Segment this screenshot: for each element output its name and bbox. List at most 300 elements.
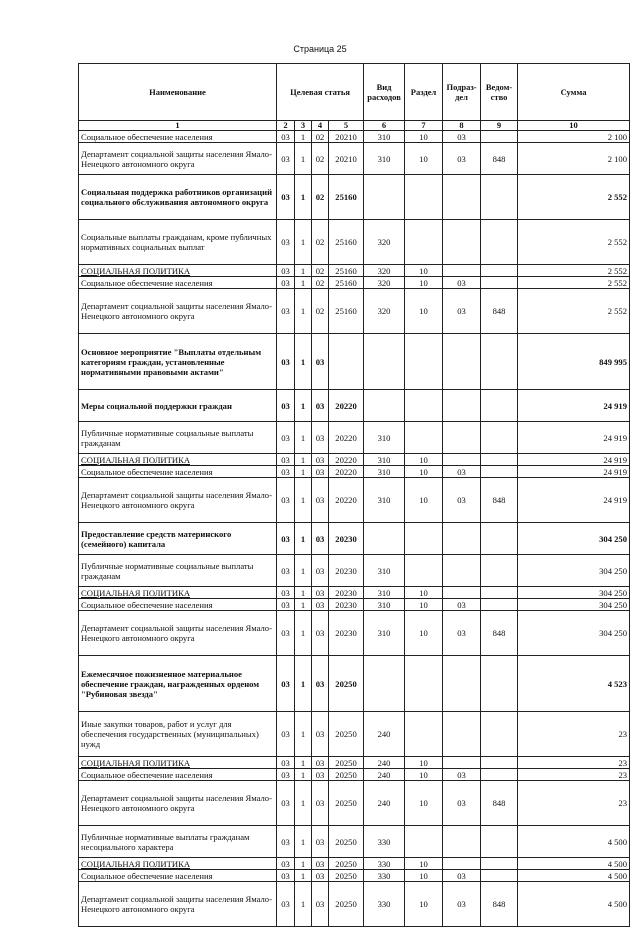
col-number: 1 (79, 121, 277, 131)
table-row (79, 826, 630, 858)
code-cell: 1 (295, 131, 312, 143)
row-name-cell: Департамент социальной защиты населения Ямало-Ненецкого автономного округа (79, 611, 277, 656)
podrazdel-cell (443, 334, 481, 390)
sum-cell: 2 552 (518, 265, 630, 277)
razdel-cell: 10 (405, 289, 443, 334)
vedomstvo-cell (481, 334, 518, 390)
razdel-cell: 10 (405, 587, 443, 599)
vedomstvo-cell: 848 (481, 143, 518, 175)
code-cell: 03 (312, 478, 329, 523)
table-row (79, 265, 630, 277)
code-cell: 1 (295, 882, 312, 927)
vedomstvo-cell: 848 (481, 781, 518, 826)
row-name-cell: Департамент социальной защиты населения Ямало-Ненецкого автономного округа (79, 289, 277, 334)
code-cell: 03 (312, 769, 329, 781)
sum-cell: 2 552 (518, 220, 630, 265)
row-name-cell: Социальные выплаты гражданам, кроме публичных нормативных социальных выплат (79, 220, 277, 265)
code-cell: 02 (312, 220, 329, 265)
code-cell: 03 (277, 143, 295, 175)
table-row (79, 131, 630, 143)
header-name: Наименование (79, 64, 277, 121)
sum-cell: 2 100 (518, 143, 630, 175)
sum-cell: 24 919 (518, 422, 630, 454)
vedomstvo-cell (481, 555, 518, 587)
vedomstvo-cell (481, 265, 518, 277)
code-cell: 03 (312, 523, 329, 555)
code-cell: 25160 (329, 175, 364, 220)
code-cell: 1 (295, 478, 312, 523)
podrazdel-cell (443, 587, 481, 599)
table-row (79, 757, 630, 769)
col-number: 2 (277, 121, 295, 131)
sum-cell: 4 500 (518, 826, 630, 858)
razdel-cell (405, 712, 443, 757)
vedomstvo-cell (481, 870, 518, 882)
code-cell: 03 (277, 599, 295, 611)
razdel-cell: 10 (405, 882, 443, 927)
code-cell: 20250 (329, 769, 364, 781)
code-cell: 03 (312, 334, 329, 390)
code-cell: 03 (312, 454, 329, 466)
code-cell: 1 (295, 422, 312, 454)
code-cell: 1 (295, 220, 312, 265)
code-cell: 1 (295, 656, 312, 712)
razdel-cell: 10 (405, 757, 443, 769)
razdel-cell (405, 390, 443, 422)
code-cell: 1 (295, 454, 312, 466)
vid-cell: 240 (364, 781, 405, 826)
page-number: Страница 25 (293, 44, 347, 54)
table-row (79, 858, 630, 870)
vid-cell (364, 334, 405, 390)
code-cell: 02 (312, 175, 329, 220)
table-row (79, 390, 630, 422)
row-name-cell: СОЦИАЛЬНАЯ ПОЛИТИКА (79, 757, 277, 769)
vid-cell: 240 (364, 757, 405, 769)
sum-cell: 2 552 (518, 289, 630, 334)
code-cell: 03 (277, 656, 295, 712)
vid-cell: 320 (364, 265, 405, 277)
razdel-cell (405, 175, 443, 220)
row-name-cell: Публичные нормативные социальные выплаты гражданам (79, 422, 277, 454)
podrazdel-cell (443, 826, 481, 858)
table-row (79, 289, 630, 334)
podrazdel-cell (443, 454, 481, 466)
row-name-cell: Социальное обеспечение населения (79, 466, 277, 478)
razdel-cell (405, 656, 443, 712)
code-cell: 03 (277, 555, 295, 587)
code-cell: 03 (277, 757, 295, 769)
table-row (79, 334, 630, 390)
row-name-cell: Социальное обеспечение населения (79, 870, 277, 882)
sum-cell: 23 (518, 781, 630, 826)
code-cell: 1 (295, 858, 312, 870)
razdel-cell: 10 (405, 858, 443, 870)
vedomstvo-cell: 848 (481, 882, 518, 927)
row-name-cell: Социальное обеспечение населения (79, 599, 277, 611)
razdel-cell (405, 555, 443, 587)
table-row (79, 422, 630, 454)
code-cell: 03 (312, 858, 329, 870)
vid-cell: 310 (364, 143, 405, 175)
code-cell: 03 (277, 277, 295, 289)
vid-cell: 310 (364, 587, 405, 599)
col-number: 7 (405, 121, 443, 131)
col-number: 6 (364, 121, 405, 131)
row-name-cell: Ежемесячное пожизненное материальное обеспечение граждан, награжденных орденом "Рубиновая звезда" (79, 656, 277, 712)
row-name-cell: Социальное обеспечение населения (79, 277, 277, 289)
code-cell: 20220 (329, 466, 364, 478)
code-cell: 20230 (329, 599, 364, 611)
vid-cell: 330 (364, 826, 405, 858)
sum-cell: 304 250 (518, 587, 630, 599)
vedomstvo-cell (481, 599, 518, 611)
podrazdel-cell: 03 (443, 599, 481, 611)
vid-cell: 330 (364, 870, 405, 882)
table-row (79, 555, 630, 587)
code-cell: 20250 (329, 870, 364, 882)
podrazdel-cell (443, 175, 481, 220)
vedomstvo-cell (481, 454, 518, 466)
vid-cell: 310 (364, 454, 405, 466)
header-vid: Вид расходов (364, 64, 405, 121)
vid-cell: 240 (364, 769, 405, 781)
sum-cell: 4 500 (518, 870, 630, 882)
row-name-cell: Публичные нормативные социальные выплаты гражданам (79, 555, 277, 587)
razdel-cell: 10 (405, 599, 443, 611)
code-cell: 20250 (329, 712, 364, 757)
code-cell: 25160 (329, 289, 364, 334)
code-cell: 1 (295, 870, 312, 882)
table-row (79, 599, 630, 611)
sum-cell: 2 552 (518, 277, 630, 289)
code-cell: 1 (295, 826, 312, 858)
code-cell: 1 (295, 334, 312, 390)
vid-cell (364, 656, 405, 712)
razdel-cell (405, 826, 443, 858)
code-cell: 1 (295, 599, 312, 611)
podrazdel-cell (443, 656, 481, 712)
table-row (79, 478, 630, 523)
podrazdel-cell (443, 712, 481, 757)
table-row (79, 523, 630, 555)
razdel-cell: 10 (405, 870, 443, 882)
row-name-cell: Департамент социальной защиты населения Ямало-Ненецкого автономного округа (79, 478, 277, 523)
podrazdel-cell: 03 (443, 611, 481, 656)
code-cell: 03 (277, 334, 295, 390)
code-cell: 03 (312, 611, 329, 656)
row-name-cell: Иные закупки товаров, работ и услуг для обеспечения государственных (муниципальных) нужд (79, 712, 277, 757)
code-cell: 1 (295, 277, 312, 289)
vedomstvo-cell (481, 131, 518, 143)
code-cell: 03 (312, 882, 329, 927)
vedomstvo-cell (481, 826, 518, 858)
code-cell: 03 (312, 390, 329, 422)
code-cell: 03 (277, 466, 295, 478)
column-numbers-row (79, 121, 630, 131)
podrazdel-cell: 03 (443, 143, 481, 175)
row-name-cell: Социальная поддержка работников организаций социального обслуживания автономного округа (79, 175, 277, 220)
table-row (79, 611, 630, 656)
vid-cell (364, 175, 405, 220)
header-target: Целевая статья (277, 64, 364, 121)
podrazdel-cell (443, 757, 481, 769)
vedomstvo-cell (481, 466, 518, 478)
vid-cell: 320 (364, 220, 405, 265)
code-cell: 03 (312, 422, 329, 454)
vid-cell: 310 (364, 555, 405, 587)
razdel-cell: 10 (405, 478, 443, 523)
code-cell: 20230 (329, 555, 364, 587)
code-cell: 03 (277, 220, 295, 265)
row-name-cell: Департамент социальной защиты населения Ямало-Ненецкого автономного округа (79, 781, 277, 826)
vid-cell: 310 (364, 131, 405, 143)
code-cell: 03 (277, 289, 295, 334)
razdel-cell: 10 (405, 769, 443, 781)
razdel-cell: 10 (405, 143, 443, 175)
code-cell: 02 (312, 289, 329, 334)
code-cell: 03 (277, 712, 295, 757)
code-cell: 20230 (329, 523, 364, 555)
code-cell: 1 (295, 390, 312, 422)
vedomstvo-cell: 848 (481, 478, 518, 523)
code-cell: 03 (277, 265, 295, 277)
code-cell (329, 334, 364, 390)
table-row (79, 175, 630, 220)
code-cell: 03 (277, 781, 295, 826)
vid-cell (364, 523, 405, 555)
code-cell: 20220 (329, 422, 364, 454)
code-cell: 20210 (329, 143, 364, 175)
podrazdel-cell: 03 (443, 289, 481, 334)
code-cell: 1 (295, 757, 312, 769)
sum-cell: 24 919 (518, 478, 630, 523)
row-name-cell: Публичные нормативные выплаты гражданам несоциального характера (79, 826, 277, 858)
table-row (79, 769, 630, 781)
vid-cell: 310 (364, 478, 405, 523)
budget-table (78, 63, 630, 927)
razdel-cell: 10 (405, 781, 443, 826)
razdel-cell: 10 (405, 466, 443, 478)
table-row (79, 220, 630, 265)
code-cell: 03 (312, 555, 329, 587)
code-cell: 03 (312, 870, 329, 882)
vedomstvo-cell (481, 757, 518, 769)
code-cell: 03 (312, 757, 329, 769)
code-cell: 20250 (329, 882, 364, 927)
podrazdel-cell (443, 220, 481, 265)
code-cell: 1 (295, 523, 312, 555)
code-cell: 1 (295, 289, 312, 334)
razdel-cell (405, 334, 443, 390)
code-cell: 20250 (329, 858, 364, 870)
vedomstvo-cell (481, 712, 518, 757)
vid-cell: 320 (364, 277, 405, 289)
code-cell: 03 (312, 466, 329, 478)
code-cell: 1 (295, 769, 312, 781)
col-number: 3 (295, 121, 312, 131)
sum-cell: 4 500 (518, 858, 630, 870)
code-cell: 03 (312, 587, 329, 599)
row-name-cell: Социальное обеспечение населения (79, 131, 277, 143)
code-cell: 03 (277, 611, 295, 656)
code-cell: 20250 (329, 781, 364, 826)
vedomstvo-cell: 848 (481, 289, 518, 334)
code-cell: 20220 (329, 478, 364, 523)
sum-cell: 304 250 (518, 523, 630, 555)
vedomstvo-cell (481, 587, 518, 599)
sum-cell: 304 250 (518, 599, 630, 611)
code-cell: 02 (312, 265, 329, 277)
header-summa: Сумма (518, 64, 630, 121)
podrazdel-cell: 03 (443, 870, 481, 882)
code-cell: 1 (295, 143, 312, 175)
vid-cell: 320 (364, 289, 405, 334)
sum-cell: 23 (518, 757, 630, 769)
code-cell: 20250 (329, 757, 364, 769)
code-cell: 03 (277, 882, 295, 927)
col-number: 10 (518, 121, 630, 131)
code-cell: 1 (295, 466, 312, 478)
sum-cell: 23 (518, 769, 630, 781)
sum-cell: 2 100 (518, 131, 630, 143)
razdel-cell (405, 220, 443, 265)
razdel-cell: 10 (405, 454, 443, 466)
podrazdel-cell (443, 523, 481, 555)
code-cell: 03 (277, 454, 295, 466)
table-row (79, 656, 630, 712)
vid-cell: 330 (364, 858, 405, 870)
podrazdel-cell: 03 (443, 277, 481, 289)
row-name-cell: Основное мероприятие "Выплаты отдельным категориям граждан, установленные нормативными правовыми актами" (79, 334, 277, 390)
podrazdel-cell: 03 (443, 466, 481, 478)
code-cell: 03 (277, 131, 295, 143)
sum-cell: 4 500 (518, 882, 630, 927)
podrazdel-cell: 03 (443, 781, 481, 826)
code-cell: 03 (277, 478, 295, 523)
code-cell: 20210 (329, 131, 364, 143)
code-cell: 03 (277, 870, 295, 882)
code-cell: 20220 (329, 454, 364, 466)
vedomstvo-cell (481, 523, 518, 555)
podrazdel-cell (443, 422, 481, 454)
podrazdel-cell (443, 555, 481, 587)
code-cell: 03 (277, 523, 295, 555)
table-row (79, 143, 630, 175)
code-cell: 1 (295, 587, 312, 599)
sum-cell: 304 250 (518, 611, 630, 656)
code-cell: 03 (312, 712, 329, 757)
table-row (79, 466, 630, 478)
code-cell: 03 (312, 656, 329, 712)
vedomstvo-cell (481, 769, 518, 781)
col-number: 5 (329, 121, 364, 131)
vedomstvo-cell (481, 656, 518, 712)
code-cell: 1 (295, 611, 312, 656)
sum-cell: 24 919 (518, 390, 630, 422)
razdel-cell: 10 (405, 611, 443, 656)
sum-cell: 849 995 (518, 334, 630, 390)
row-name-cell: СОЦИАЛЬНАЯ ПОЛИТИКА (79, 454, 277, 466)
code-cell: 02 (312, 143, 329, 175)
vedomstvo-cell: 848 (481, 611, 518, 656)
podrazdel-cell: 03 (443, 882, 481, 927)
table-row (79, 712, 630, 757)
code-cell: 20220 (329, 390, 364, 422)
vid-cell: 310 (364, 422, 405, 454)
vid-cell: 310 (364, 611, 405, 656)
header-vedomstvo: Ведом-ство (481, 64, 518, 121)
col-number: 4 (312, 121, 329, 131)
sum-cell: 24 919 (518, 454, 630, 466)
code-cell: 03 (277, 858, 295, 870)
code-cell: 03 (277, 422, 295, 454)
code-cell: 03 (277, 587, 295, 599)
vedomstvo-cell (481, 175, 518, 220)
sum-cell: 4 523 (518, 656, 630, 712)
row-name-cell: Департамент социальной защиты населения Ямало-Ненецкого автономного округа (79, 882, 277, 927)
code-cell: 20230 (329, 611, 364, 656)
code-cell: 1 (295, 175, 312, 220)
table-row (79, 587, 630, 599)
vedomstvo-cell (481, 220, 518, 265)
sum-cell: 24 919 (518, 466, 630, 478)
code-cell: 1 (295, 265, 312, 277)
podrazdel-cell: 03 (443, 769, 481, 781)
podrazdel-cell (443, 265, 481, 277)
vid-cell: 240 (364, 712, 405, 757)
code-cell: 20250 (329, 656, 364, 712)
vid-cell: 330 (364, 882, 405, 927)
code-cell: 02 (312, 131, 329, 143)
row-name-cell: Социальное обеспечение населения (79, 769, 277, 781)
col-number: 9 (481, 121, 518, 131)
sum-cell: 2 552 (518, 175, 630, 220)
table-row (79, 277, 630, 289)
table-row (79, 882, 630, 927)
code-cell: 1 (295, 712, 312, 757)
vedomstvo-cell (481, 422, 518, 454)
sum-cell: 23 (518, 712, 630, 757)
vedomstvo-cell (481, 858, 518, 870)
podrazdel-cell (443, 390, 481, 422)
razdel-cell (405, 523, 443, 555)
table-row (79, 454, 630, 466)
code-cell: 03 (277, 175, 295, 220)
header-razdel: Раздел (405, 64, 443, 121)
sum-cell: 304 250 (518, 555, 630, 587)
razdel-cell: 10 (405, 131, 443, 143)
vid-cell: 310 (364, 599, 405, 611)
razdel-cell: 10 (405, 277, 443, 289)
razdel-cell: 10 (405, 265, 443, 277)
code-cell: 03 (312, 599, 329, 611)
code-cell: 25160 (329, 277, 364, 289)
vid-cell (364, 390, 405, 422)
code-cell: 1 (295, 555, 312, 587)
podrazdel-cell (443, 858, 481, 870)
col-number: 8 (443, 121, 481, 131)
podrazdel-cell: 03 (443, 131, 481, 143)
header-podrazdel: Подраз-дел (443, 64, 481, 121)
row-name-cell: Департамент социальной защиты населения Ямало-Ненецкого автономного округа (79, 143, 277, 175)
table-row (79, 870, 630, 882)
row-name-cell: СОЦИАЛЬНАЯ ПОЛИТИКА (79, 265, 277, 277)
code-cell: 25160 (329, 220, 364, 265)
code-cell: 02 (312, 277, 329, 289)
code-cell: 03 (312, 826, 329, 858)
table-row (79, 781, 630, 826)
